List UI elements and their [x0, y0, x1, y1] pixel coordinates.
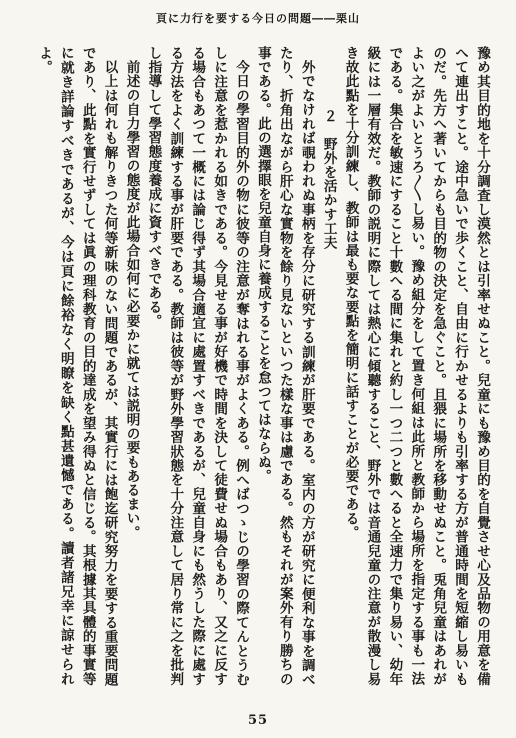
- paragraph: 前述の自力學習の態度が此場合如何に必要かに就ては説明の要もあるまい。: [123, 59, 140, 539]
- paragraph: 今日の學習目的外の物に彼等の注意が奪はれる事がよくある。例へばつゝじの學習の際てんとうむしに注意を惹かれる如きである。今見せる事が好機で時間を決して徒費せぬ場合もあり、又之に反する場合もあつて一概には論じ得ず其場合適宜に處置すべきであるが、兒童自身にも然うした際に處する方法をよく訓練する事が肝要である。教師は彼等が野外學習狀態を十分注意して居り常に之を批判し指導して學習態度養成に資すべきである。: [145, 46, 250, 686]
- page-number: 55: [247, 713, 269, 728]
- section-number: ２: [320, 108, 337, 123]
- paragraph: 豫め其目的地を十分調査し漠然とは引率せぬこと。兒童にも豫め目的を自覺させ心及品物の用意を備へて連出すこと。途中急いで歩くこと、自由に行かせるよりも引率する方が普通時間を短縮し易いものだ。先方へ著いてからも目的物の決定を急ぐこと。且猥に場所を移動せぬこと。兎角兒童はあれがよい之がよいとうろ〳〵し易い。豫め組分をして置き何組は此所と教師から場所を指定する事も一法である。集合を敏速にすること十數へる間に集れと約し一つ二つと數へると全速力で集り易い、幼年級には一層有效だ。教師の説明に際しては熱心に傾聽すること、野外では音通兒童の注意が散漫し易き故此點を十分訓練し、教師は最も要な要點を簡明に話すことが必要である。: [342, 46, 490, 686]
- section-heading: [317, 46, 339, 686]
- paragraph: 外でなければ覗われぬ事柄を存分に研究する訓練が肝要である。室内の方が研究に便利な事を調べたり、折角出ながら肝心な實物を餘り見ないといつた樣な事は慮である。然もそれが案外有り勝ちの事である。此の選擇眼を兒童自身に養成することを怠つてはならぬ。: [254, 46, 315, 686]
- running-header: 頁に力行を要する今日の問題――栗山: [156, 12, 360, 25]
- section-title: 野外を活かす工夫: [320, 136, 337, 250]
- body-text: [35, 46, 492, 686]
- paragraph: 以上は何れも解りきつた何等新味のない問題であるが、其實行には飽迄研究努力を要する重要問題であり、此點を實行せずしては眞の理科教育の目的達成を望み得ぬと信じる。其根據其具體的事實等に就き詳論すべきであるが、今は頁に餘裕なく明瞭を缺く點甚遺憾である。讀者諸兄幸に諒せられよ。: [35, 46, 118, 686]
